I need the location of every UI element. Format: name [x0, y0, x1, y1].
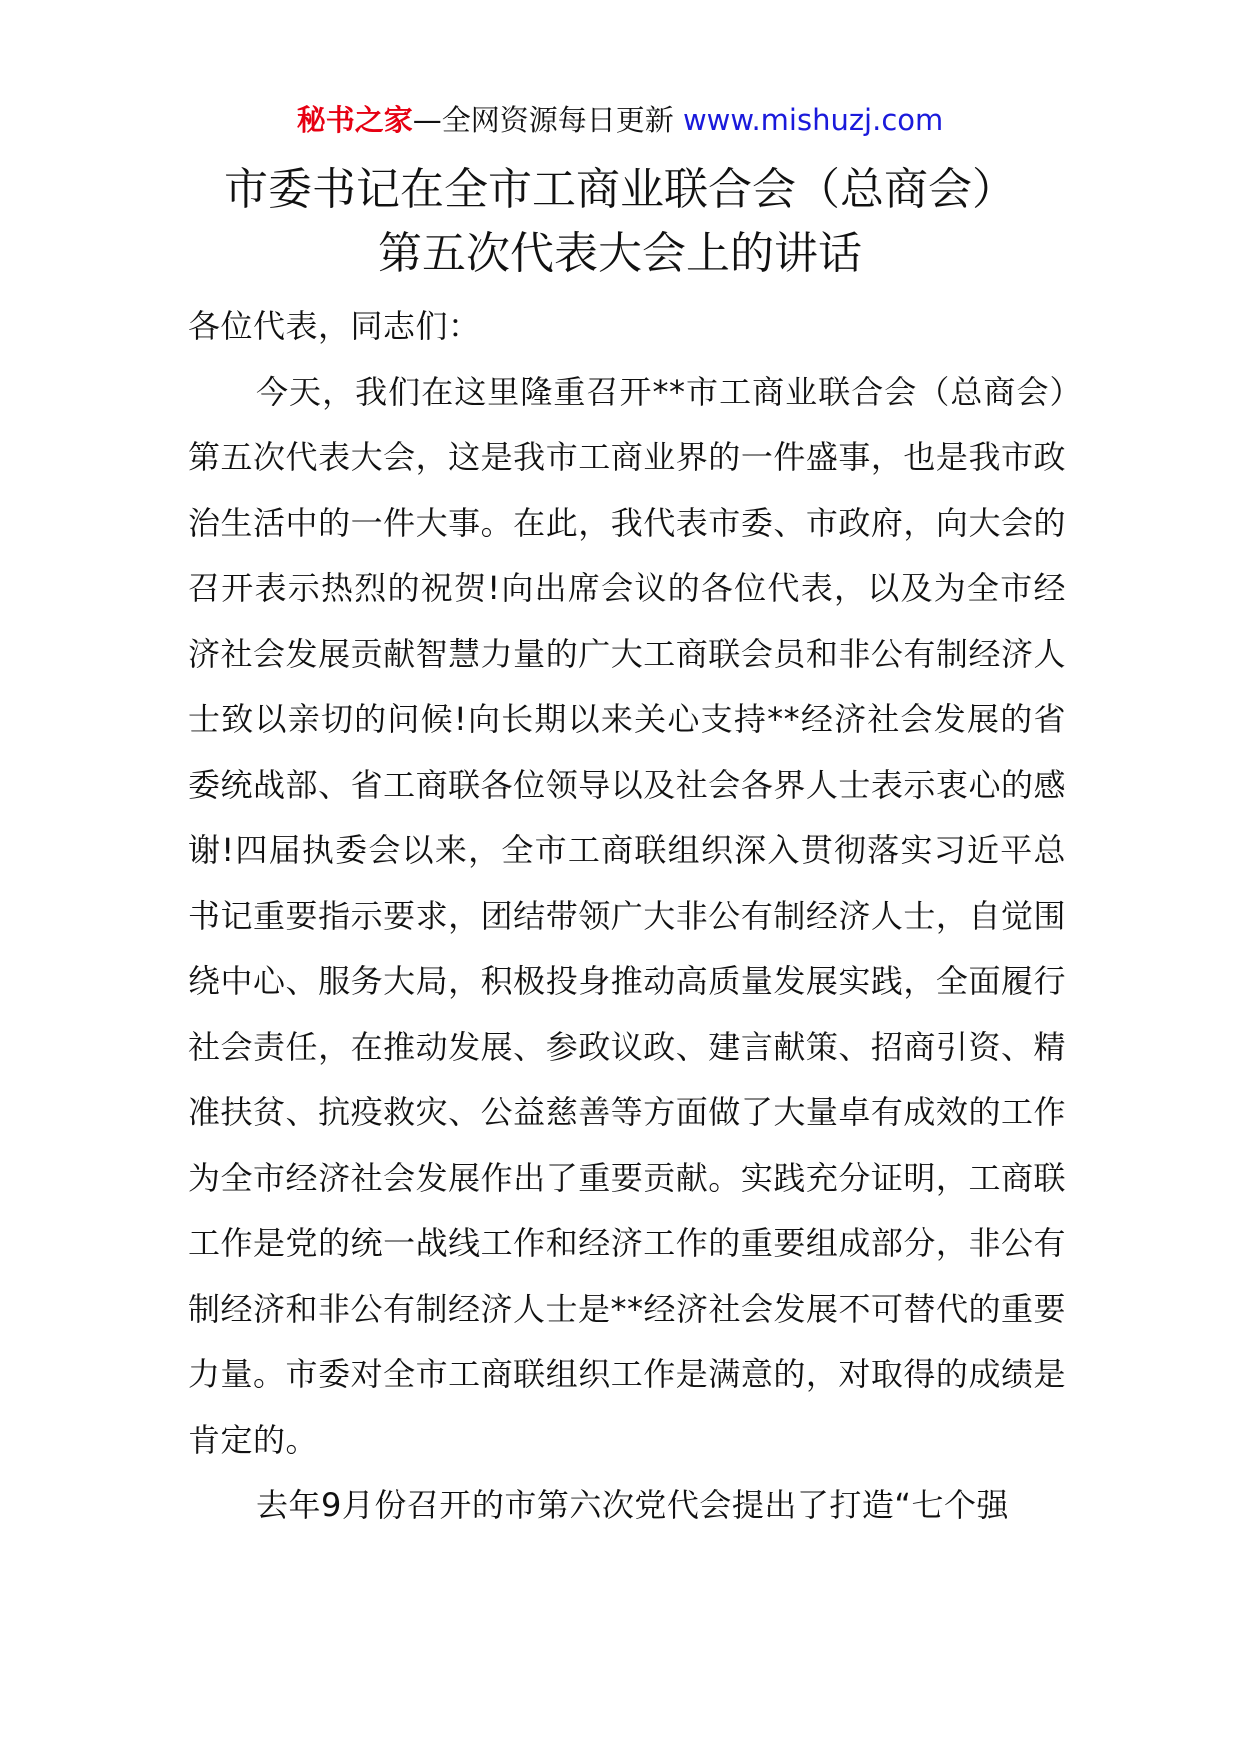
title-line-1: 市委书记在全市工商业联合会（总商会） — [224, 164, 1016, 215]
site-header — [0, 100, 1240, 140]
title-line-2: 第五次代表大会上的讲话 — [378, 228, 862, 279]
salutation: 各位代表，同志们： — [188, 307, 481, 345]
paragraph-2: 去年9月份召开的市第六次党代会提出了打造“七个强 — [256, 1486, 1009, 1524]
document-body — [188, 294, 1066, 1539]
site-url-link[interactable]: www.mishuzj.com — [682, 103, 944, 137]
header-tagline: —全网资源每日更新 — [412, 103, 674, 137]
brand-name: 秘书之家 — [296, 103, 413, 137]
document-title — [0, 158, 1240, 286]
paragraph-1: 今天，我们在这里隆重召开**市工商业联合会（总商会）第五次代表大会，这是我市工商业界的一件盛事，也是我市政治生活中的一件大事。在此，我代表市委、市政府，向大会的召开表示热烈的祝贺!向出席会议的各位代表，以及为全市经济社会发展贡献智慧力量的广大工商联会员和非公有制经济人士致以亲切的问候!向长期以来关心支持**经济社会发展的省委统战部、省工商联各位领导以及社会各界人士表示衷心的感谢!四届执委会以来，全市工商联组织深入贯彻落实习近平总书记重要指示要求，团结带领广大非公有制经济人士，自觉围绕中心、服务大局，积极投身推动高质量发展实践，全面履行社会责任，在推动发展、参政议政、建言献策、招商引资、精准扶贫、抗疫救灾、公益慈善等方面做了大量卓有成效的工作为全市经济社会发展作出了重要贡献。实践充分证明，工商联工作是党的统一战线工作和经济工作的重要组成部分，非公有制经济和非公有制经济人士是**经济社会发展不可替代的重要力量。市委对全市工商联组织工作是满意的，对取得的成绩是肯定的。 — [188, 372, 1067, 1459]
